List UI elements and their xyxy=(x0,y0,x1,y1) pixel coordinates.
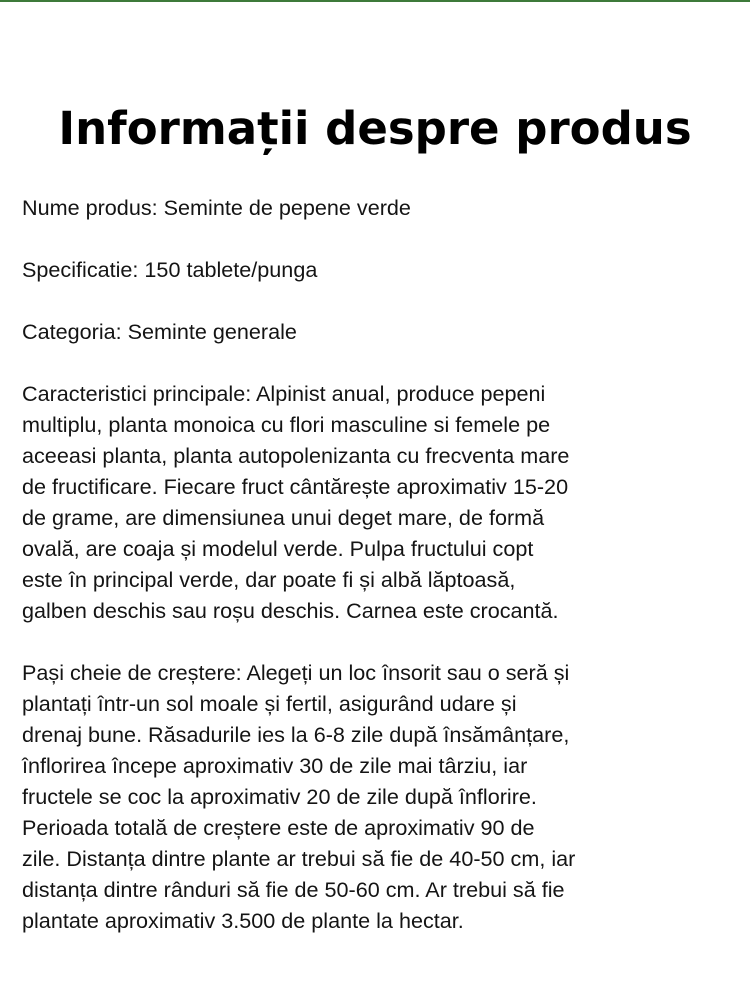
page-title: Informații despre produs xyxy=(58,102,692,155)
product-info-body xyxy=(22,192,730,936)
growing-steps-paragraph: Pași cheie de creștere: Alegeți un loc însorit sau o seră și plantați într-un sol moale și fertil, asigurând udare și drenaj bune. Răsadurile ies la 6-8 zile după însămânțare, înflorirea începe aproximativ 30 de zile mai târziu, iar fructele se coc la aproximativ 20 de zile după înflorire. Perioada totală de creștere este de aproximativ 90 de zile. Distanța dintre plante ar trebui să fie de 40-50 cm, iar distanța dintre rânduri să fie de 50-60 cm. Ar trebui să fie plantate aproximativ 3.500 de plante la hectar. xyxy=(22,660,576,933)
main-features-paragraph: Caracteristici principale: Alpinist anual, produce pepeni multiplu, planta monoica cu flori masculine si femele pe aceeasi planta, planta autopolenizanta cu frecventa mare de fructificare. Fiecare fruct cântărește aproximativ 15-20 de grame, are dimensiunea unui deget mare, de formă ovală, are coaja și modelul verde. Pulpa fructului copt este în principal verde, dar poate fi și albă lăptoasă, galben deschis sau roșu deschis. Carnea este crocantă. xyxy=(22,381,570,623)
top-divider xyxy=(0,0,750,2)
specification-line: Specificatie: 150 tablete/punga xyxy=(22,257,318,282)
product-name-line: Nume produs: Seminte de pepene verde xyxy=(22,195,411,220)
category-line: Categoria: Seminte generale xyxy=(22,319,297,344)
